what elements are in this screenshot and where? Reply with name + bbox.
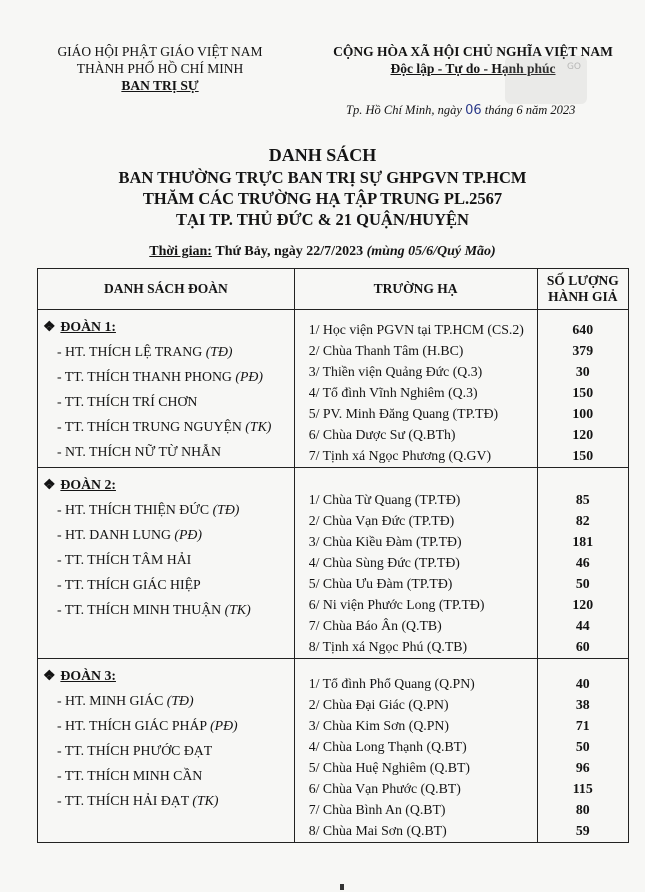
delegation-title-text: ĐOÀN 3: bbox=[60, 668, 116, 683]
count-item: 30 bbox=[575, 364, 590, 379]
retreat-site-item: 2/ Chùa Thanh Tâm (H.BC) bbox=[308, 343, 464, 358]
member-role: (TĐ) bbox=[212, 502, 240, 517]
retreat-site-item: 5/ PV. Minh Đăng Quang (TP.TĐ) bbox=[308, 406, 499, 421]
delegation-title-text: ĐOÀN 1: bbox=[60, 319, 116, 334]
retreat-site-item: 6/ Ni viện Phước Long (TP.TĐ) bbox=[308, 597, 485, 612]
retreat-site-item: 3/ Chùa Kim Sơn (Q.PN) bbox=[308, 718, 449, 733]
diamond-bullet-icon: ❖ bbox=[43, 319, 56, 334]
member-item bbox=[39, 339, 293, 364]
watermark-logo bbox=[505, 56, 587, 104]
org-line-3: BAN TRỊ SỰ bbox=[121, 78, 199, 93]
count-item: 46 bbox=[575, 555, 590, 570]
org-line-1: GIÁO HỘI PHẬT GIÁO VIỆT NAM bbox=[57, 44, 263, 59]
member-name: - HT. THÍCH THIỆN ĐỨC bbox=[57, 502, 210, 517]
member-role: (TK) bbox=[192, 793, 219, 808]
table-row bbox=[38, 468, 629, 659]
diamond-bullet-icon: ❖ bbox=[43, 668, 56, 683]
member-role: (TĐ) bbox=[205, 344, 233, 359]
time-value: Thứ Bảy, ngày 22/7/2023 bbox=[215, 244, 364, 259]
subtitle-line-3: TẠI TP. THỦ ĐỨC & 21 QUẬN/HUYỆN bbox=[176, 210, 469, 229]
count-item: 59 bbox=[575, 823, 590, 838]
subtitle-line-1: BAN THƯỜNG TRỰC BAN TRỊ SỰ GHPGVN TP.HCM bbox=[118, 168, 527, 187]
count-item: 71 bbox=[575, 718, 590, 733]
retreat-site-item: 7/ Tịnh xá Ngọc Phương (Q.GV) bbox=[308, 448, 492, 463]
date-prefix: Tp. Hồ Chí Minh, ngày bbox=[346, 103, 462, 117]
document-titles bbox=[0, 143, 645, 230]
retreat-site-item: 5/ Chùa Ưu Đàm (TP.TĐ) bbox=[308, 576, 453, 591]
table-row bbox=[38, 310, 629, 468]
member-item bbox=[39, 572, 293, 597]
member-role: (TĐ) bbox=[166, 693, 194, 708]
time-lunar-date: (mùng 05/6/Quý Mão) bbox=[366, 244, 496, 259]
member-name: - NT. THÍCH NỮ TỪ NHẪN bbox=[57, 444, 221, 459]
count-item: 120 bbox=[572, 427, 594, 442]
member-item bbox=[39, 738, 293, 763]
delegation-title bbox=[43, 668, 293, 684]
member-role: (PĐ) bbox=[210, 718, 238, 733]
count-item: 50 bbox=[575, 739, 590, 754]
date-day: 06 bbox=[465, 103, 482, 118]
member-name: - TT. THÍCH HẢI ĐẠT bbox=[57, 793, 189, 808]
member-role: (TK) bbox=[245, 419, 272, 434]
time-label: Thời gian: bbox=[149, 244, 212, 259]
retreat-site-list bbox=[294, 659, 537, 843]
delegation-members bbox=[38, 468, 295, 659]
retreat-site-item: 4/ Tổ đình Vĩnh Nghiêm (Q.3) bbox=[308, 385, 478, 400]
member-item bbox=[39, 688, 293, 713]
member-name: - HT. THÍCH LỆ TRANG bbox=[57, 344, 203, 359]
member-name: - TT. THÍCH TRUNG NGUYỆN bbox=[57, 419, 242, 434]
member-name: - TT. THÍCH MINH CẦN bbox=[57, 768, 203, 783]
count-item: 60 bbox=[575, 639, 590, 654]
table-header-row bbox=[38, 269, 629, 310]
member-item bbox=[39, 414, 293, 439]
retreat-site-item: 6/ Chùa Dược Sư (Q.BTh) bbox=[308, 427, 456, 442]
member-role: (PĐ) bbox=[235, 369, 263, 384]
member-item bbox=[39, 364, 293, 389]
member-item bbox=[39, 788, 293, 813]
header-count-line-1: SỐ LƯỢNG bbox=[546, 273, 619, 288]
member-name: - TT. THÍCH GIÁC HIỆP bbox=[57, 577, 201, 592]
member-name: - TT. THÍCH THANH PHONG bbox=[57, 369, 232, 384]
member-item bbox=[39, 713, 293, 738]
delegation-title-text: ĐOÀN 2: bbox=[60, 477, 116, 492]
header-delegation: DANH SÁCH ĐOÀN bbox=[38, 269, 295, 310]
count-item: 100 bbox=[572, 406, 594, 421]
count-item: 150 bbox=[572, 385, 594, 400]
count-item: 82 bbox=[575, 513, 590, 528]
member-role: (TK) bbox=[224, 602, 251, 617]
page-number-mark bbox=[340, 884, 344, 890]
member-item bbox=[39, 389, 293, 414]
delegation-title bbox=[43, 319, 293, 335]
count-list bbox=[537, 659, 628, 843]
retreat-site-item: 1/ Tổ đình Phổ Quang (Q.PN) bbox=[308, 676, 475, 691]
count-item: 38 bbox=[575, 697, 590, 712]
member-item bbox=[39, 522, 293, 547]
org-line-2: THÀNH PHỐ HỒ CHÍ MINH bbox=[76, 61, 244, 76]
member-name: - HT. THÍCH GIÁC PHÁP bbox=[57, 718, 207, 733]
member-role: (PĐ) bbox=[174, 527, 202, 542]
retreat-site-item: 2/ Chùa Đại Giác (Q.PN) bbox=[308, 697, 449, 712]
retreat-site-list bbox=[294, 468, 537, 659]
count-item: 96 bbox=[575, 760, 590, 775]
count-item: 181 bbox=[572, 534, 594, 549]
count-list bbox=[537, 310, 628, 468]
organization-header bbox=[40, 43, 280, 94]
member-item bbox=[39, 597, 293, 622]
member-item bbox=[39, 763, 293, 788]
retreat-site-item: 8/ Tịnh xá Ngọc Phú (Q.TB) bbox=[308, 639, 468, 654]
retreat-site-list bbox=[294, 310, 537, 468]
national-motto: Độc lập - Tự do - Hạnh phúc bbox=[390, 61, 556, 76]
document-title: DANH SÁCH bbox=[268, 145, 377, 165]
count-item: 379 bbox=[572, 343, 594, 358]
delegation-members bbox=[38, 659, 295, 843]
member-name: - TT. THÍCH PHƯỚC ĐẠT bbox=[57, 743, 213, 758]
table-row bbox=[38, 659, 629, 843]
national-title: CỘNG HÒA XÃ HỘI CHỦ NGHĨA VIỆT NAM bbox=[333, 44, 613, 59]
count-item: 120 bbox=[572, 597, 594, 612]
count-item: 150 bbox=[572, 448, 594, 463]
count-item: 44 bbox=[575, 618, 590, 633]
count-item: 40 bbox=[575, 676, 590, 691]
member-name: - TT. THÍCH MINH THUẬN bbox=[57, 602, 222, 617]
member-item bbox=[39, 497, 293, 522]
schedule-table bbox=[37, 268, 629, 843]
count-item: 640 bbox=[572, 322, 594, 337]
document-date bbox=[346, 103, 575, 118]
diamond-bullet-icon: ❖ bbox=[43, 477, 56, 492]
delegation-members bbox=[38, 310, 295, 468]
header-count bbox=[537, 269, 628, 310]
retreat-site-item: 3/ Chùa Kiều Đàm (TP.TĐ) bbox=[308, 534, 462, 549]
count-item: 115 bbox=[572, 781, 593, 796]
member-name: - TT. THÍCH TÂM HẢI bbox=[57, 552, 192, 567]
member-item bbox=[39, 547, 293, 572]
date-suffix: tháng 6 năm 2023 bbox=[484, 103, 576, 117]
header-retreat-site: TRƯỜNG HẠ bbox=[294, 269, 537, 310]
count-item: 85 bbox=[575, 492, 590, 507]
retreat-site-item: 3/ Thiền viện Quảng Đức (Q.3) bbox=[308, 364, 483, 379]
count-item: 50 bbox=[575, 576, 590, 591]
member-name: - HT. DANH LUNG bbox=[57, 527, 171, 542]
retreat-site-item: 4/ Chùa Sùng Đức (TP.TĐ) bbox=[308, 555, 460, 570]
retreat-site-item: 7/ Chùa Báo Ân (Q.TB) bbox=[308, 618, 442, 633]
subtitle-line-2: THĂM CÁC TRƯỜNG HẠ TẬP TRUNG PL.2567 bbox=[142, 189, 503, 208]
delegation-title bbox=[43, 477, 293, 493]
retreat-site-item: 1/ Chùa Từ Quang (TP.TĐ) bbox=[308, 492, 461, 507]
retreat-site-item: 4/ Chùa Long Thạnh (Q.BT) bbox=[308, 739, 467, 754]
retreat-site-item: 7/ Chùa Bình An (Q.BT) bbox=[308, 802, 446, 817]
member-name: - HT. MINH GIÁC bbox=[57, 693, 164, 708]
retreat-site-item: 1/ Học viện PGVN tại TP.HCM (CS.2) bbox=[308, 322, 524, 337]
count-item: 80 bbox=[575, 802, 590, 817]
header-count-line-2: HÀNH GIẢ bbox=[548, 289, 618, 304]
retreat-site-item: 8/ Chùa Mai Sơn (Q.BT) bbox=[308, 823, 447, 838]
member-name: - TT. THÍCH TRÍ CHƠN bbox=[57, 394, 198, 409]
retreat-site-item: 5/ Chùa Huệ Nghiêm (Q.BT) bbox=[308, 760, 471, 775]
retreat-site-item: 6/ Chùa Vạn Phước (Q.BT) bbox=[308, 781, 461, 796]
retreat-site-item: 2/ Chùa Vạn Đức (TP.TĐ) bbox=[308, 513, 455, 528]
count-list bbox=[537, 468, 628, 659]
event-time bbox=[0, 244, 645, 260]
member-item bbox=[39, 439, 293, 464]
watermark-text: GO bbox=[566, 62, 581, 72]
